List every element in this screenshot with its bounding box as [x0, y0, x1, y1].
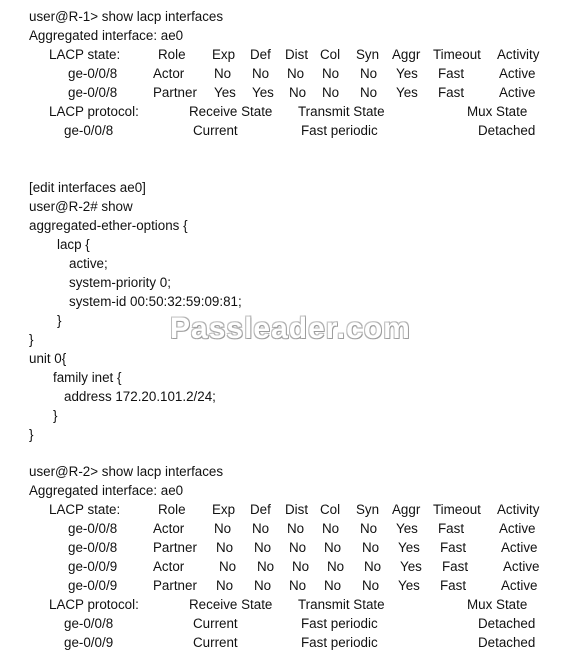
- row-timeout: Fast: [440, 578, 467, 593]
- row-role: Partner: [153, 578, 197, 593]
- row-transmit-state: Fast periodic: [301, 635, 378, 650]
- header-lacp-protocol: LACP protocol:: [49, 104, 139, 119]
- row-dist: No: [287, 521, 305, 536]
- row-timeout: Fast: [440, 540, 467, 555]
- row-aggr: Yes: [398, 540, 420, 555]
- row-col: No: [322, 521, 340, 536]
- row-role: Partner: [153, 85, 197, 100]
- config-line: aggregated-ether-options {: [29, 218, 188, 233]
- row-transmit-state: Fast periodic: [301, 123, 378, 138]
- row-def: No: [254, 578, 272, 593]
- row-activity: Active: [501, 540, 538, 555]
- header-syn: Syn: [356, 502, 380, 517]
- row-activity: Active: [499, 85, 536, 100]
- watermark: Passleader.com: [170, 312, 411, 345]
- config-line: }: [29, 427, 34, 442]
- row-interface: ge-0/0/8: [68, 85, 118, 100]
- header-aggr: Aggr: [392, 47, 421, 62]
- row-activity: Active: [501, 578, 538, 593]
- r1-aggregated-interface: Aggregated interface: ae0: [29, 28, 184, 43]
- config-line: }: [29, 332, 34, 347]
- row-role: Partner: [153, 540, 197, 555]
- row-exp: No: [214, 521, 232, 536]
- row-def: Yes: [252, 85, 274, 100]
- header-exp: Exp: [212, 502, 236, 517]
- config-line: system-priority 0;: [69, 275, 171, 290]
- row-dist: No: [289, 85, 307, 100]
- config-line: }: [57, 313, 62, 328]
- row-interface: ge-0/0/8: [64, 123, 114, 138]
- r2-aggregated-interface: Aggregated interface: ae0: [29, 483, 184, 498]
- config-line: active;: [69, 256, 108, 271]
- row-mux-state: Detached: [478, 123, 536, 138]
- header-timeout: Timeout: [433, 502, 481, 517]
- row-exp: No: [214, 66, 232, 81]
- row-role: Actor: [153, 521, 185, 536]
- row-role: Actor: [153, 559, 185, 574]
- header-transmit-state: Transmit State: [298, 597, 385, 612]
- row-def: No: [257, 559, 275, 574]
- header-receive-state: Receive State: [189, 597, 273, 612]
- row-dist: No: [289, 578, 307, 593]
- row-col: No: [324, 540, 342, 555]
- row-interface: ge-0/0/9: [68, 578, 118, 593]
- row-exp: Yes: [214, 85, 236, 100]
- r2-command: user@R-2> show lacp interfaces: [29, 464, 224, 479]
- config-line: unit 0{: [29, 351, 67, 366]
- row-timeout: Fast: [442, 559, 469, 574]
- row-syn: No: [362, 540, 380, 555]
- row-interface: ge-0/0/8: [68, 66, 118, 81]
- row-interface: ge-0/0/8: [68, 540, 118, 555]
- header-lacp-state: LACP state:: [49, 502, 121, 517]
- row-timeout: Fast: [438, 66, 465, 81]
- row-syn: No: [360, 85, 378, 100]
- row-syn: No: [364, 559, 382, 574]
- header-lacp-state: LACP state:: [49, 47, 121, 62]
- row-dist: No: [287, 66, 305, 81]
- row-activity: Active: [499, 521, 536, 536]
- row-syn: No: [360, 521, 378, 536]
- row-activity: Active: [499, 66, 536, 81]
- header-activity: Activity: [497, 502, 540, 517]
- header-aggr: Aggr: [392, 502, 421, 517]
- header-role: Role: [158, 502, 186, 517]
- header-role: Role: [158, 47, 186, 62]
- row-interface: ge-0/0/9: [68, 559, 118, 574]
- header-syn: Syn: [356, 47, 380, 62]
- row-col: No: [324, 578, 342, 593]
- row-col: No: [322, 85, 340, 100]
- row-dist: No: [289, 540, 307, 555]
- row-aggr: Yes: [396, 85, 418, 100]
- header-activity: Activity: [497, 47, 540, 62]
- row-def: No: [254, 540, 272, 555]
- row-aggr: Yes: [396, 66, 418, 81]
- header-col: Col: [320, 47, 341, 62]
- row-mux-state: Detached: [478, 635, 536, 650]
- row-aggr: Yes: [398, 578, 420, 593]
- row-interface: ge-0/0/8: [64, 616, 114, 631]
- row-mux-state: Detached: [478, 616, 536, 631]
- config-line: lacp {: [57, 237, 90, 252]
- row-role: Actor: [153, 66, 185, 81]
- row-col: No: [322, 66, 340, 81]
- row-aggr: Yes: [400, 559, 422, 574]
- header-timeout: Timeout: [433, 47, 481, 62]
- row-receive-state: Current: [193, 123, 238, 138]
- config-line: user@R-2# show: [29, 199, 133, 214]
- header-exp: Exp: [212, 47, 236, 62]
- config-line: [edit interfaces ae0]: [29, 180, 146, 195]
- header-dist: Dist: [285, 502, 309, 517]
- row-dist: No: [292, 559, 310, 574]
- row-receive-state: Current: [193, 635, 238, 650]
- config-line: }: [53, 408, 58, 423]
- header-dist: Dist: [285, 47, 309, 62]
- config-line: address 172.20.101.2/24;: [64, 389, 216, 404]
- header-lacp-protocol: LACP protocol:: [49, 597, 139, 612]
- row-exp: No: [219, 559, 237, 574]
- row-aggr: Yes: [396, 521, 418, 536]
- header-receive-state: Receive State: [189, 104, 273, 119]
- row-exp: No: [216, 578, 234, 593]
- config-line: system-id 00:50:32:59:09:81;: [69, 294, 242, 309]
- row-interface: ge-0/0/8: [68, 521, 118, 536]
- row-activity: Active: [503, 559, 540, 574]
- row-timeout: Fast: [438, 85, 465, 100]
- r1-command: user@R-1> show lacp interfaces: [29, 9, 224, 24]
- config-line: family inet {: [53, 370, 122, 385]
- row-receive-state: Current: [193, 616, 238, 631]
- row-exp: No: [216, 540, 234, 555]
- row-syn: No: [360, 66, 378, 81]
- header-def: Def: [250, 47, 271, 62]
- header-def: Def: [250, 502, 271, 517]
- row-col: No: [327, 559, 345, 574]
- row-def: No: [252, 521, 270, 536]
- row-transmit-state: Fast periodic: [301, 616, 378, 631]
- row-interface: ge-0/0/9: [64, 635, 114, 650]
- header-col: Col: [320, 502, 341, 517]
- header-mux-state: Mux State: [467, 597, 528, 612]
- row-def: No: [252, 66, 270, 81]
- row-timeout: Fast: [438, 521, 465, 536]
- header-mux-state: Mux State: [467, 104, 528, 119]
- header-transmit-state: Transmit State: [298, 104, 385, 119]
- row-syn: No: [362, 578, 380, 593]
